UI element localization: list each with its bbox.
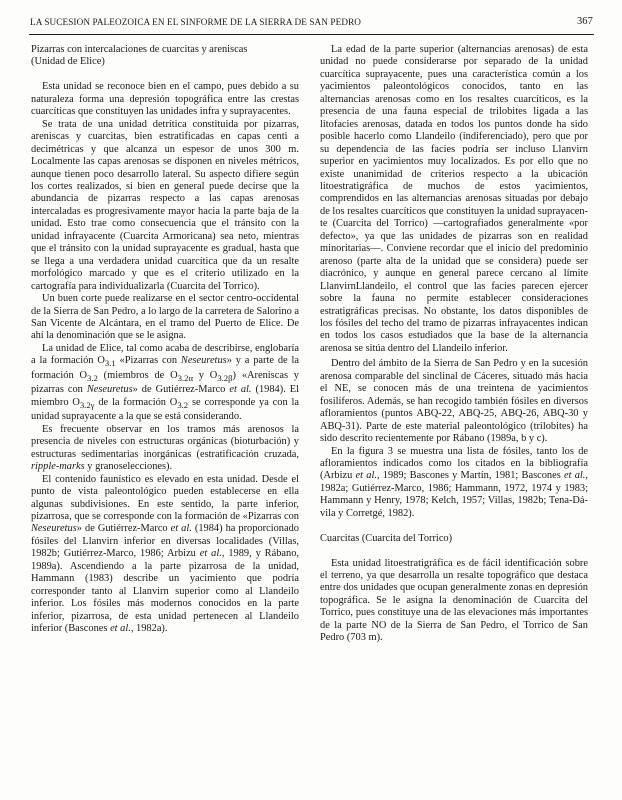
text-run: , 1989; Bascones y Martín, 1981; Bascones (376, 470, 564, 482)
text-run: (1984) ha proporcionado fósiles del Llanvirn inferior en diversas localidades (Villas, 1982b; Gutiérrez-Marco, 1986; Arbizu (31, 523, 300, 560)
subscript: 3.2β (217, 372, 233, 383)
italic-etal: et al. (170, 523, 192, 535)
text-run: , 1989, y Rábano, 1989a). Ascendiendo a la parte pizarrosa de la unidad, Hammann (1983) describe un yacimiento que podría corresponder tanto al Llanvirn superior como al Llandeilo inferior. Los fósiles más modernos conocidos en la parte inferior, pizarrosa, de esta unidad pertenecen al Llandeilo inferior (Bascones (31, 548, 300, 635)
italic-etal: et al. (110, 623, 131, 635)
italic-etal: et al. (199, 548, 222, 560)
text-run: «Pizarras con (115, 355, 181, 367)
text-run: En la figura 3 se muestra una lista de fósiles, tanto los de afloramientos indicados como los citados en la bibliografía (Arbizu (320, 445, 588, 482)
running-header (30, 17, 593, 31)
italic-term: ripple-marks (31, 461, 85, 473)
paragraph: Un buen corte puede realizarse en el sector centro-occidental de la Sierra de San Pedro, a lo largo de la carretera de Salorino a San Vicente de Alcántara, en el tramo del Puerto de Elice. De ahí la denominación que se le asigna. (31, 293, 299, 342)
text-run: , 1982a; Gutiérrez-Marco, 1986; Hammann, 1972, 1974 y 1983; Hammann y Henry, 1978; Kelch, 1957; Villas, 1982b; Tena-Dávila y Corretgé, 1982). (320, 470, 589, 519)
text-run: Es frecuente observar en los tramos más arenosos la presencia de niveles con estructuras orgánicas (bioturbación) y estructuras sedimentarias inorgánicas (estratificación cruzada, (31, 423, 299, 460)
header-rule (29, 34, 594, 35)
right-column (320, 44, 588, 645)
italic-taxon: Neseuretus (86, 384, 133, 396)
section-heading-elice (31, 44, 299, 69)
subscript: 3.2 (177, 399, 189, 410)
italic-taxon: Neseuretus (180, 355, 227, 367)
paragraph: Esta unidad litoestratigráfica es de fácil identificación sobre el terreno, ya que desarrolla un resalte topográfico que destaca entre dos unidades que ocupan generalmente zonas en depresión topográfica. Se le asigna la denominación de Cuarcita del Torrico, pues constituye una de las elevaciones más importantes de la parte NO de la Sierra de San Pedro, el Torrico de San Pedro (703 m). (320, 557, 588, 644)
text-run: se corresponde ya con la unidad suprayacente a la que se está considerando. (31, 396, 299, 423)
paragraph: La edad de la parte superior (alternancias arenosas) de esta unidad no puede considerarse por separado de la unidad cuarcítica suprayacente, pues una característica común a los yacimientos paleontológicos conocidos, tanto en las alternancias arenosas como en los resaltes cuarcíticos, es la presencia de una fauna especial de trilobites ligada a las litofacies arenosas, datada en todos los puntos donde ha sido posible hacerlo como Llandeilo (indiferenciado), pero que por su dependencia de las facies podría ser incluso Llanvirn superior en yacimientos muy localizados. Es por ello que no existe unanimidad de criterios respecto a la ubicación litoestratigráfica de muchos de estos yacimientos, comprendidos en las alternancias arenosas situadas por debajo de los resaltes cuarcíticos que constituyen la unidad suprayacente (Cuarcita del Torrico) —cartografiados generalmente «por defecto», ya que las unidades de pizarras son en realidad minoritarias—. Conviene recordar que el inicio del predominio arenoso (parte alta de la unidad que se considera) puede ser diacrónico, y aunque en general parece cercano al límite LlanvirnLlandeilo, el control que las facies parecen ejercer sobre la fauna no permite establecer consideraciones estratigráficas precisas. No obstante, los datos disponibles de los fósiles del techo del tramo de pizarras infrayacentes indican en todos los casos estudiados que la base de la alternancia arenosa se sitúa dentro del Llandeilo inferior. (320, 44, 588, 354)
italic-etal: et al. (229, 384, 252, 396)
text-run: de la formación O (94, 396, 178, 408)
text-run: » de Gutiérrez-Marco (132, 384, 230, 396)
text-run: ) «Areniscas y pizarras con (31, 369, 299, 396)
subscript: 3.1 (104, 358, 116, 369)
paragraph (31, 474, 299, 636)
section-heading-line-1: Pizarras con intercalaciones de cuarcitas y areniscas (31, 44, 248, 55)
section-heading-torrico: Cuarcitas (Cuarcita del Torrico) (320, 532, 453, 544)
paragraph: Se trata de una unidad detrítica constituida por pizarras, areniscas y cuarcitas, bien estratificadas en capas centi a decimétricas y que alcanza un espesor de unos 300 m. Localmente las capas arenosas se disponen en niveles métricos, aunque tienen poco desarrollo lateral. Su aspecto difiere según los cortes realizados, si bien en general puede decirse que la abundancia de pizarras respecto a las capas arenosas intercaladas es progresivamente mayor hacia la parte baja de la unidad. Esto trae como consecuencia que el tránsito con la unidad infrayacente (Cuarcita Armoricana) sea neto, mientras que el tránsito con la unidad suprayacente es gradual, hasta que se llega a una verdadera unidad cuarcítica que da un resalte morfológico marcado y que es el criterio utilizado en la cartografía para individualizarla (Cuarcita del Torrico). (31, 118, 299, 292)
paragraph (320, 446, 588, 521)
text-run: » de Gutiérrez-Marco (76, 523, 171, 535)
subscript: 3.2 (87, 372, 98, 383)
paragraph: Dentro del ámbito de la Sierra de San Pedro y en la sucesión arenosa comparable del sinclinal de Cáceres, situado más hacia el NE, se conocen más de una treintena de yacimientos fosilíferos. Además, se han recogido también fósiles en diversos afloramientos (puntos ABQ-22, ABQ-25, ABQ-26, ABQ-30 y ABQ-31). Parte de este material paleontológico (trilobites) ha sido descrito recientemente por Rábano (1989a, b y c). (320, 358, 588, 445)
italic-taxon: Neseuretus (31, 523, 77, 535)
subscript: 3.2γ (79, 399, 95, 410)
text-run: y granoselecciones). (84, 461, 173, 473)
left-column (31, 44, 299, 636)
italic-etal: et al. (564, 470, 586, 482)
paragraph (31, 343, 299, 424)
text-run: (1984). El miembro O (31, 384, 299, 408)
running-title: LA SUCESION PALEOZOICA EN EL SINFORME DE LA SIERRA DE SAN PEDRO (30, 17, 362, 27)
section-heading-line-2: (Unidad de Elice) (31, 56, 105, 68)
text-run: El contenido faunístico es elevado en esta unidad. Desde el punto de vista paleontológico pueden establecerse en ella algunas subdivisiones. En este sentido, la parte inferior, pizarrosa, que se corresponde con la formación de «Pizarras con (31, 473, 299, 522)
paragraph: Esta unidad se reconoce bien en el campo, pues debido a su naturaleza forma una depresión topográfica entre las crestas cuarcíticas que constituyen las unidades infra y suprayacentes. (31, 81, 299, 118)
text-run: (miembros de O (97, 369, 178, 381)
text-run: y O (192, 369, 218, 381)
text-run: , 1982a). (130, 623, 168, 635)
paragraph (31, 424, 299, 474)
text-run: » y a parte de la formación O (31, 355, 299, 381)
text-run: La unidad de Elice, tal como acaba de describirse, englobaría a la formación O (31, 342, 299, 367)
subscript: 3.2α (177, 372, 193, 383)
italic-etal: et al. (355, 470, 377, 482)
page-number: 367 (576, 16, 593, 27)
